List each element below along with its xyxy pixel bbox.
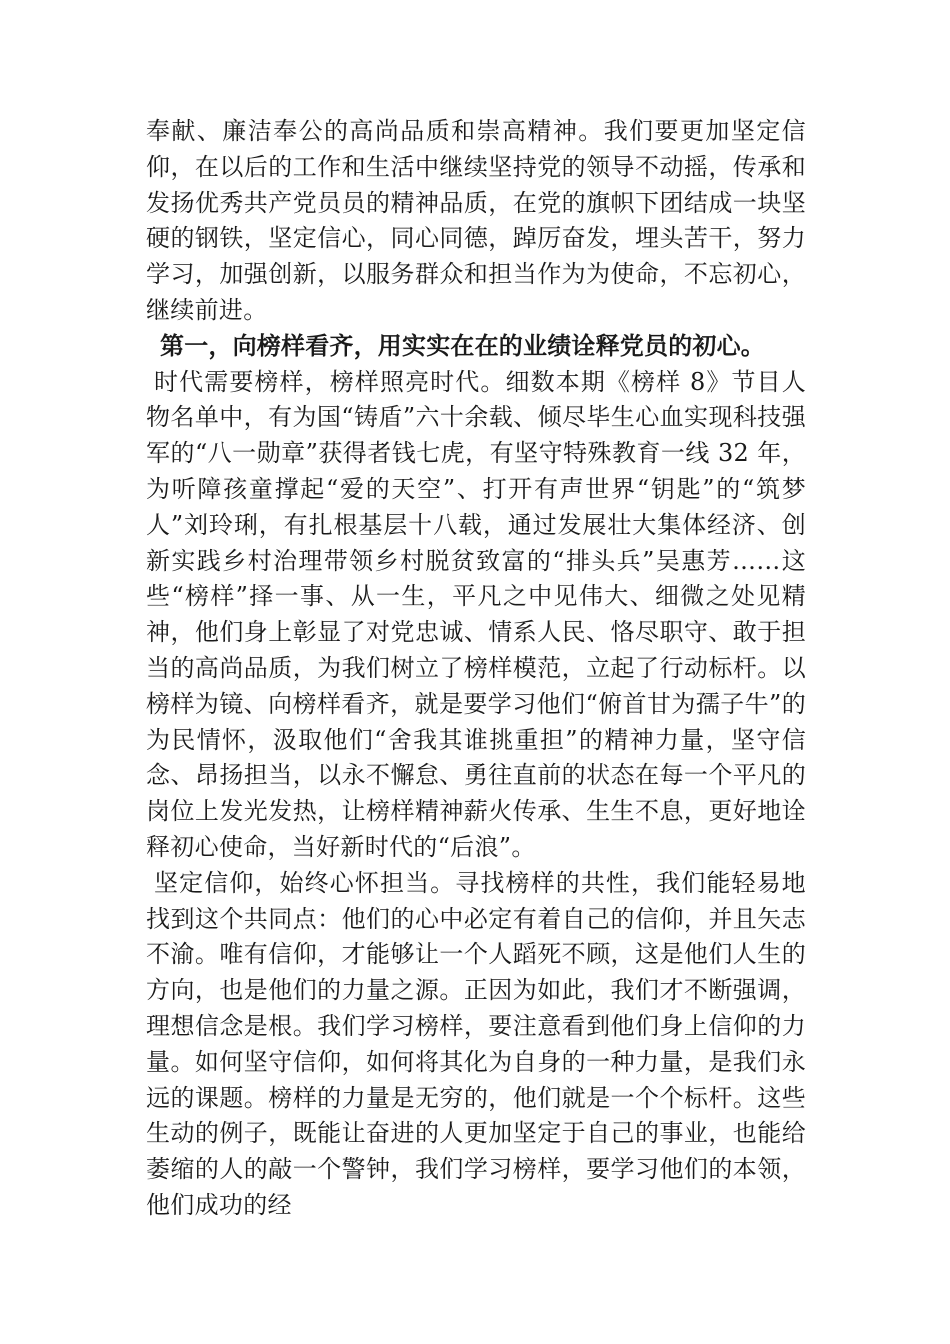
- paragraph-role-models: 时代需要榜样，榜样照亮时代。细数本期《榜样 8》节目人物名单中，有为国“铸盾”六十余载、倾尽毕生心血实现科技强军的“八一勋章”获得者钱七虎，有坚守特殊教育一线 32 年，为听障孩童撑起“爱的天空”、打开有声世界“钥匙”的“筑梦人”刘玲琍，有扎根基层十八载，通过发展壮大集体经济、创新实践乡村治理带领乡村脱贫致富的“排头兵”吴惠芳……这些“榜样”择一事、从一生，平凡之中见伟大、细微之处见精神，他们身上彰显了对党忠诚、情系人民、恪尽职守、敢于担当的高尚品质，为我们树立了榜样模范，立起了行动标杆。以榜样为镜、向榜样看齐，就是要学习他们“俯首甘为孺子牛”的为民情怀，汲取他们“舍我其谁挑重担”的精神力量，坚守信念、昂扬担当，以永不懈怠、勇往直前的状态在每一个平凡的岗位上发光发热，让榜样精神薪火传承、生生不息，更好地诠释初心使命，当好新时代的“后浪”。: [146, 367, 806, 861]
- document-body: [146, 114, 806, 1224]
- section-heading: 第一，向榜样看齐，用实实在在的业绩诠释党员的初心。: [160, 331, 765, 360]
- paragraph-continuation: 奉献、廉洁奉公的高尚品质和崇高精神。我们要更加坚定信仰，在以后的工作和生活中继续坚持党的领导不动摇，传承和发扬优秀共产党员员的精神品质，在党的旗帜下团结成一块坚硬的钢铁，坚定信心，同心同德，踔厉奋发，埋头苦干，努力学习，加强创新，以服务群众和担当作为为使命，不忘初心，继续前进。: [146, 117, 806, 324]
- paragraph-firm-belief: 坚定信仰，始终心怀担当。寻找榜样的共性，我们能轻易地找到这个共同点：他们的心中必定有着自己的信仰，并且矢志不渝。唯有信仰，才能够让一个人蹈死不顾，这是他们人生的方向，也是他们的力量之源。正因为如此，我们才不断强调，理想信念是根。我们学习榜样，要注意看到他们身上信仰的力量。如何坚守信仰，如何将其化为自身的一种力量，是我们永远的课题。榜样的力量是无穷的，他们就是一个个标杆。这些生动的例子，既能让奋进的人更加坚定于自己的事业，也能给萎缩的人的敲一个警钟，我们学习榜样，要学习他们的本领，他们成功的经: [146, 868, 806, 1219]
